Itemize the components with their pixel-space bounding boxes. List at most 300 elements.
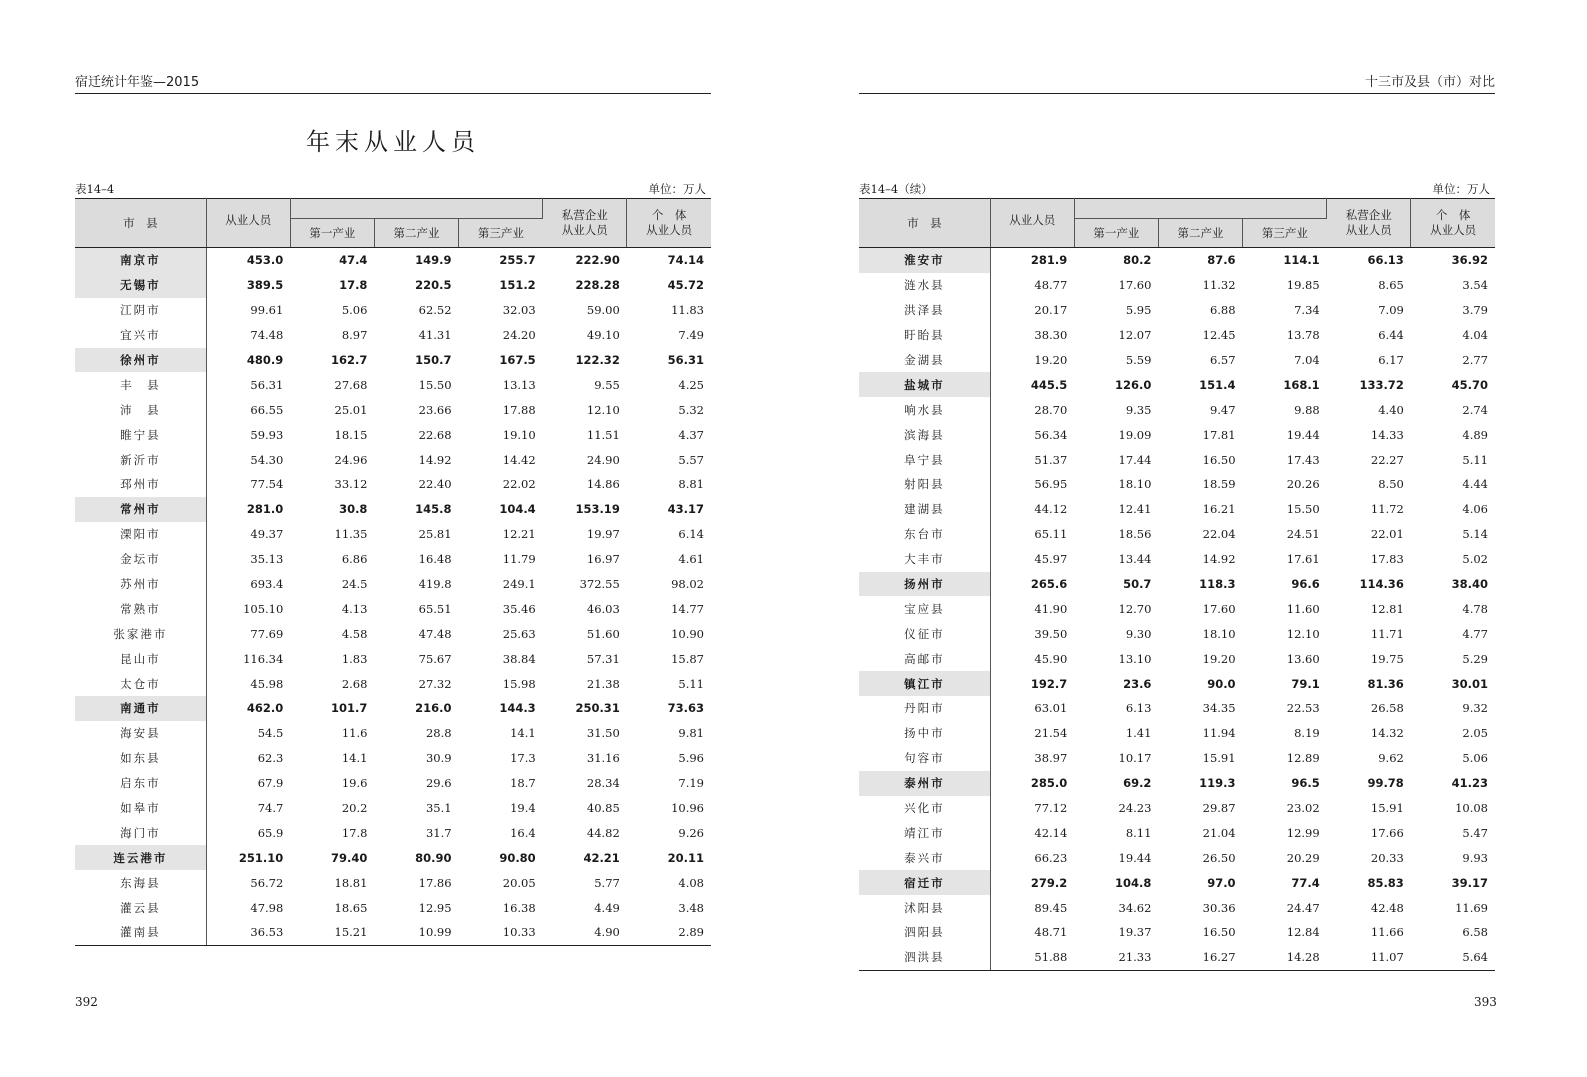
value-cell: 13.44 [1118,552,1152,567]
value-cell: 6.44 [1378,328,1404,343]
table-row [859,447,1495,472]
value-cell: 21.38 [586,676,620,691]
value-cell: 480.9 [246,353,284,367]
value-cell: 14.42 [502,452,536,467]
value-cell: 80.2 [1123,253,1152,268]
value-cell: 11.60 [1286,601,1320,616]
header-individual [1411,199,1495,248]
value-cell: 12.10 [1286,626,1320,641]
value-cell: 9.47 [1209,402,1236,417]
value-cell: 35.1 [425,801,452,816]
table-row [859,796,1495,821]
value-cell: 7.49 [678,328,704,343]
value-cell: 40.85 [586,801,620,816]
table-row [75,845,711,870]
header-individual [627,199,711,248]
value-cell: 79.1 [1291,676,1320,691]
region-name: 睢宁县 [75,422,206,447]
value-cell: 20.17 [1034,303,1068,318]
region-name: 溧阳市 [75,522,206,547]
region-name: 盐城市 [859,372,990,397]
region-name: 海门市 [75,820,206,845]
value-cell: 5.02 [1462,552,1488,567]
value-cell: 18.15 [334,427,368,442]
value-cell: 45.72 [667,278,704,293]
region-name: 句容市 [859,746,990,771]
value-cell: 27.32 [418,676,452,691]
value-cell: 79.40 [331,850,368,865]
header-industry-group [1074,199,1326,219]
value-cell: 4.04 [1462,328,1488,343]
value-cell: 17.43 [1286,452,1320,467]
value-cell: 77.69 [250,626,284,641]
value-cell: 12.99 [1286,825,1320,840]
value-cell: 22.04 [1202,527,1236,542]
table-row [75,422,711,447]
table-row [859,671,1495,696]
value-cell: 9.62 [1378,751,1404,766]
region-name: 射阳县 [859,472,990,497]
value-cell: 17.83 [1370,552,1404,567]
value-cell: 6.58 [1462,925,1488,940]
region-name: 大丰市 [859,547,990,572]
value-cell: 44.12 [1034,502,1068,517]
value-cell: 65.11 [1034,527,1068,542]
value-cell: 90.0 [1207,676,1236,691]
value-cell: 21.04 [1202,825,1236,840]
value-cell: 10.96 [671,801,704,816]
value-cell: 11.07 [1327,945,1411,970]
value-cell: 17.81 [1202,427,1236,442]
unit-label: 单位：万人 [648,182,706,196]
value-cell: 104.8 [1115,875,1152,890]
value-cell: 15.21 [290,920,374,945]
value-cell: 39.50 [1034,626,1068,641]
table-label: 表14–4 [75,182,115,196]
table-row [859,248,1495,273]
value-cell: 29.6 [425,776,452,791]
value-cell: 12.41 [1118,502,1152,517]
value-cell: 38.97 [1034,751,1068,766]
table-body-right [859,248,1495,971]
value-cell: 162.7 [331,353,368,367]
value-cell: 5.14 [1462,527,1488,542]
value-cell: 20.2 [341,801,368,816]
table-row [75,248,711,273]
running-head: 十三市及县（市）对比 [859,73,1495,94]
value-cell: 16.21 [1202,502,1236,517]
table-row [859,372,1495,397]
table-row [859,945,1495,970]
value-cell: 4.25 [678,377,704,392]
value-cell: 35.13 [250,552,284,567]
header-individual-line2: 从业人员 [646,223,693,237]
value-cell: 12.84 [1286,925,1320,940]
value-cell: 5.11 [678,676,704,691]
value-cell: 74.7 [257,801,284,816]
value-cell: 56.31 [667,353,704,367]
value-cell: 32.03 [502,303,536,318]
region-name: 洪泽县 [859,298,990,323]
region-name: 灌云县 [75,895,206,920]
value-cell: 14.28 [1243,945,1327,970]
region-name: 沭阳县 [859,895,990,920]
region-name: 宜兴市 [75,323,206,348]
value-cell: 1.83 [341,651,368,666]
value-cell: 11.66 [1370,925,1404,940]
value-cell: 122.32 [575,353,620,367]
region-name: 灌南县 [75,920,206,945]
value-cell: 4.78 [1462,601,1488,616]
value-cell: 8.50 [1378,477,1404,492]
table-label: 表14–4（续） [859,182,933,196]
region-name: 丹阳市 [859,696,990,721]
value-cell: 5.77 [594,875,620,890]
value-cell: 12.89 [1286,751,1320,766]
table-row [859,646,1495,671]
value-cell: 56.34 [1034,427,1068,442]
region-name: 宿迁市 [859,870,990,895]
region-name: 滨海县 [859,422,990,447]
value-cell: 17.44 [1118,452,1152,467]
value-cell: 41.23 [1451,776,1488,791]
value-cell: 14.77 [671,601,704,616]
value-cell: 17.8 [339,278,368,293]
region-name: 苏州市 [75,572,206,597]
value-cell: 4.61 [678,552,704,567]
region-name: 响水县 [859,397,990,422]
value-cell: 12.21 [502,527,536,542]
header-private [543,199,627,248]
value-cell: 38.40 [1451,577,1488,592]
value-cell: 5.95 [1125,303,1152,318]
value-cell: 66.55 [250,402,284,417]
value-cell: 45.98 [250,676,284,691]
value-cell: 12.45 [1202,328,1236,343]
value-cell: 47.4 [339,253,368,268]
table-row [75,372,711,397]
value-cell: 30.01 [1451,676,1488,691]
value-cell: 372.55 [579,577,620,592]
region-name: 涟水县 [859,273,990,298]
value-cell: 12.81 [1370,601,1404,616]
table-row [75,895,711,920]
value-cell: 87.6 [1207,253,1236,268]
header-primary: 第一产业 [1074,219,1158,248]
value-cell: 38.30 [1034,328,1068,343]
region-name: 南京市 [75,248,206,273]
region-name: 泰兴市 [859,845,990,870]
header-primary: 第一产业 [290,219,374,248]
value-cell: 67.9 [257,776,284,791]
value-cell: 28.8 [425,726,452,741]
value-cell: 19.85 [1286,278,1320,293]
header-employed: 从业人员 [990,199,1074,248]
value-cell: 4.08 [678,875,704,890]
value-cell: 20.05 [502,875,536,890]
table-row [859,895,1495,920]
region-name: 启东市 [75,771,206,796]
table-row [75,572,711,597]
value-cell: 46.03 [586,601,620,616]
value-cell: 57.31 [586,651,620,666]
employment-table-right [859,198,1495,971]
value-cell: 47.98 [250,900,284,915]
value-cell: 20.11 [667,850,704,865]
value-cell: 13.13 [502,377,536,392]
value-cell: 18.56 [1118,527,1152,542]
value-cell: 33.12 [334,477,368,492]
page-number: 392 [75,995,98,1009]
page-number: 393 [1474,995,1497,1009]
header-individual-line1: 个 体 [651,208,687,222]
value-cell: 51.60 [586,626,620,641]
value-cell: 96.5 [1291,776,1320,791]
region-name: 如东县 [75,746,206,771]
value-cell: 62.3 [257,751,284,766]
value-cell: 7.19 [678,776,704,791]
table-row [75,621,711,646]
region-name: 常熟市 [75,596,206,621]
value-cell: 3.48 [678,900,704,915]
value-cell: 6.13 [1125,701,1152,716]
region-name: 邳州市 [75,472,206,497]
value-cell: 42.48 [1370,900,1404,915]
value-cell: 24.51 [1286,527,1320,542]
table-row [75,721,711,746]
value-cell: 25.63 [502,626,536,641]
value-cell: 4.13 [341,601,368,616]
value-cell: 59.93 [250,427,284,442]
value-cell: 69.2 [1123,776,1152,791]
value-cell: 7.04 [1294,353,1320,367]
value-cell: 41.90 [1034,601,1068,616]
table-body-left [75,248,711,946]
header-region: 市 县 [859,199,990,248]
region-name: 新沂市 [75,447,206,472]
value-cell: 6.57 [1209,353,1236,367]
value-cell: 251.10 [238,850,284,865]
value-cell: 15.91 [1202,751,1236,766]
value-cell: 445.5 [1030,377,1068,392]
value-cell: 453.0 [246,253,284,268]
value-cell: 13.78 [1286,328,1320,343]
table-row [75,348,711,373]
table-row [859,621,1495,646]
value-cell: 27.68 [334,377,368,392]
value-cell: 16.50 [1202,925,1236,940]
value-cell: 17.66 [1370,825,1404,840]
value-cell: 75.67 [418,651,452,666]
header-private-line2: 从业人员 [1345,223,1392,237]
value-cell: 255.7 [499,253,536,268]
value-cell: 23.02 [1286,801,1320,816]
value-cell: 56.72 [250,875,284,890]
value-cell: 10.33 [459,920,543,945]
value-cell: 153.19 [575,502,620,517]
value-cell: 29.87 [1202,801,1236,816]
table-row [75,746,711,771]
value-cell: 51.37 [1034,452,1068,467]
value-cell: 56.31 [250,377,284,392]
running-head: 宿迁统计年鉴—2015 [75,73,711,94]
region-name: 东海县 [75,870,206,895]
value-cell: 3.54 [1462,278,1488,293]
region-name: 阜宁县 [859,447,990,472]
value-cell: 18.10 [1118,477,1152,492]
value-cell: 66.23 [1034,850,1068,865]
value-cell: 30.36 [1202,900,1236,915]
value-cell: 4.89 [1462,427,1488,442]
region-name: 扬中市 [859,721,990,746]
value-cell: 20.26 [1286,477,1320,492]
value-cell: 23.6 [1123,676,1152,691]
value-cell: 36.53 [206,920,290,945]
value-cell: 16.48 [418,552,452,567]
table-row [75,696,711,721]
value-cell: 16.27 [1158,945,1242,970]
table-row [859,870,1495,895]
value-cell: 50.7 [1123,577,1152,592]
value-cell: 118.3 [1199,577,1236,592]
value-cell: 44.82 [586,825,620,840]
value-cell: 126.0 [1115,377,1152,392]
header-employed: 从业人员 [206,199,290,248]
value-cell: 22.53 [1286,701,1320,716]
value-cell: 249.1 [502,577,536,592]
value-cell: 48.71 [1034,925,1068,940]
value-cell: 5.59 [1125,353,1152,367]
value-cell: 11.35 [334,527,368,542]
value-cell: 9.88 [1294,402,1320,417]
value-cell: 77.54 [250,477,284,492]
table-row [75,870,711,895]
region-name: 泗阳县 [859,920,990,945]
region-name: 建湖县 [859,497,990,522]
value-cell: 116.34 [243,651,284,666]
value-cell: 21.54 [1034,726,1068,741]
region-name: 太仓市 [75,671,206,696]
value-cell: 34.35 [1202,701,1236,716]
value-cell: 18.7 [510,776,536,791]
region-name: 金湖县 [859,348,990,373]
region-name: 泗洪县 [859,945,990,970]
value-cell: 65.9 [257,825,284,840]
value-cell: 77.12 [1034,801,1068,816]
value-cell: 17.8 [341,825,368,840]
value-cell: 12.70 [1118,601,1152,616]
region-name: 徐州市 [75,348,206,373]
value-cell: 19.10 [502,427,536,442]
value-cell: 11.72 [1370,502,1404,517]
value-cell: 22.40 [418,477,452,492]
value-cell: 65.51 [418,601,452,616]
region-name: 如皋市 [75,796,206,821]
value-cell: 216.0 [415,701,452,716]
value-cell: 19.44 [1286,427,1320,442]
value-cell: 31.16 [586,751,620,766]
value-cell: 59.00 [586,303,620,318]
header-secondary: 第二产业 [1158,219,1242,248]
value-cell: 14.86 [586,477,620,492]
value-cell: 7.09 [1378,303,1404,318]
value-cell: 9.35 [1125,402,1152,417]
table-row [75,472,711,497]
value-cell: 19.09 [1118,427,1152,442]
value-cell: 30.9 [425,751,452,766]
value-cell: 10.08 [1455,801,1488,816]
value-cell: 16.4 [510,825,536,840]
table-row [859,547,1495,572]
table-row [859,771,1495,796]
table-row [75,298,711,323]
value-cell: 16.50 [1202,452,1236,467]
region-name: 仪征市 [859,621,990,646]
value-cell: 18.59 [1202,477,1236,492]
region-name: 宝应县 [859,596,990,621]
value-cell: 28.70 [1034,402,1068,417]
value-cell: 5.32 [678,402,704,417]
value-cell: 54.5 [257,726,284,741]
value-cell: 97.0 [1207,875,1236,890]
value-cell: 18.65 [334,900,368,915]
value-cell: 114.36 [1359,577,1404,592]
value-cell: 66.13 [1367,253,1404,268]
value-cell: 285.0 [1030,776,1068,791]
value-cell: 6.17 [1378,353,1404,367]
table-row [859,298,1495,323]
value-cell: 42.21 [583,850,620,865]
table-row [75,323,711,348]
value-cell: 21.33 [1074,945,1158,970]
table-row [859,596,1495,621]
value-cell: 80.90 [415,850,452,865]
value-cell: 98.02 [671,577,704,592]
value-cell: 105.10 [243,601,284,616]
table-row [75,497,711,522]
value-cell: 31.7 [425,825,452,840]
value-cell: 30.8 [339,502,368,517]
value-cell: 2.74 [1462,402,1488,417]
region-name: 兴化市 [859,796,990,821]
value-cell: 17.61 [1286,552,1320,567]
region-name: 镇江市 [859,671,990,696]
value-cell: 45.97 [1034,552,1068,567]
value-cell: 4.06 [1462,502,1488,517]
value-cell: 99.61 [250,303,284,318]
region-name: 无锡市 [75,273,206,298]
table-row [859,273,1495,298]
value-cell: 220.5 [415,278,452,293]
region-name: 昆山市 [75,646,206,671]
table-row [75,447,711,472]
table-row [859,472,1495,497]
value-cell: 5.11 [1462,452,1488,467]
value-cell: 25.81 [418,527,452,542]
value-cell: 89.45 [1034,900,1068,915]
value-cell: 49.37 [250,527,284,542]
table-row [75,547,711,572]
value-cell: 19.37 [1118,925,1152,940]
value-cell: 693.4 [250,577,284,592]
value-cell: 77.4 [1291,875,1320,890]
value-cell: 10.99 [374,920,458,945]
value-cell: 22.68 [418,427,452,442]
value-cell: 31.50 [586,726,620,741]
value-cell: 279.2 [1030,875,1068,890]
table-row [859,397,1495,422]
table-row [75,671,711,696]
